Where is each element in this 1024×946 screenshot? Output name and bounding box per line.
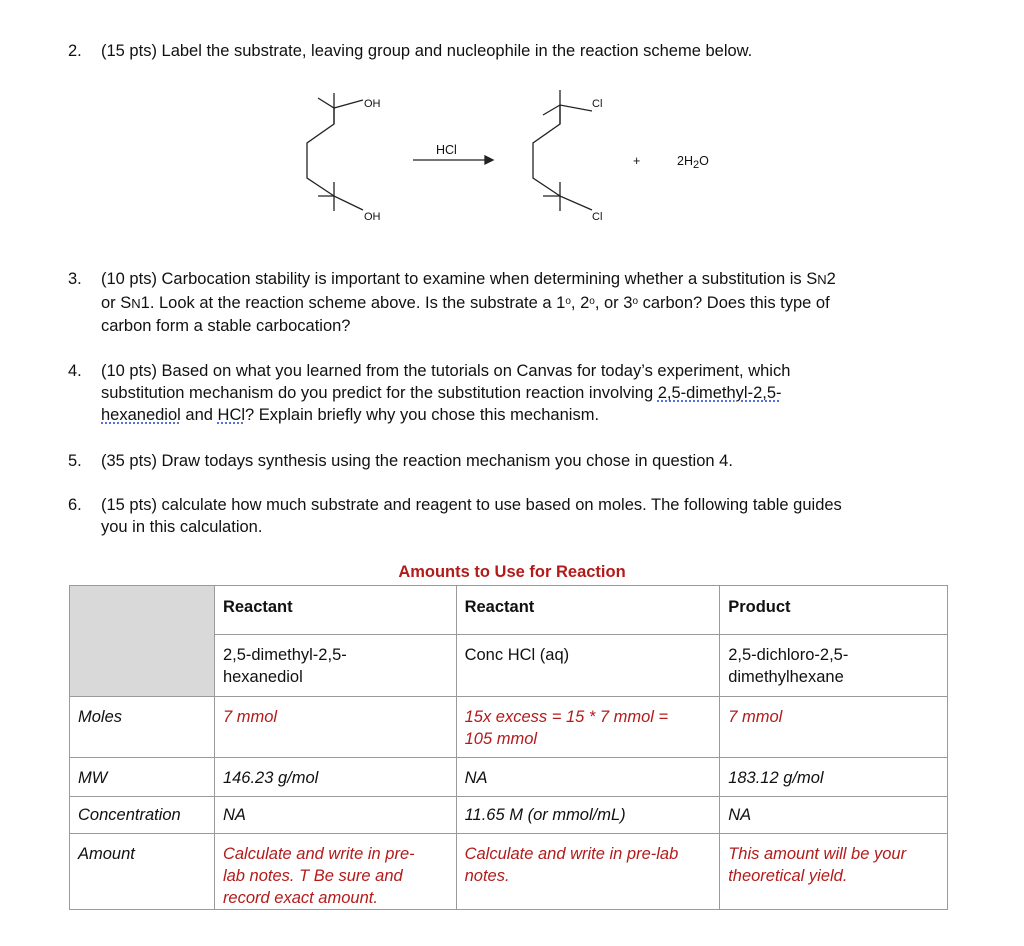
table-cell: Calculate and write in pre-lab notes. [456,834,720,910]
substrate-structure [307,93,363,211]
plus-sign: + [633,154,641,168]
amounts-table [69,585,948,910]
question-text: (35 pts) Draw todays synthesis using the reaction mechanism you chose in question 4. [101,452,733,470]
table-cell: NA [214,797,456,834]
reagent-label: HCl [436,143,457,157]
question-number: 5. [68,452,82,470]
product-structure [533,90,592,211]
table-cell: 11.65 M (or mmol/mL) [456,797,720,834]
table-cell: Calculate and write in pre- lab notes. T Be sure and record exact amount. [214,834,456,910]
table-cell: 146.23 g/mol [214,758,456,797]
question-number: 2. [68,42,82,60]
reaction-arrow [413,156,493,164]
table-header: Reactant [214,586,456,635]
row-label: Concentration [70,797,215,834]
row-label: Amount [70,834,215,910]
question-text: (10 pts) Based on what you learned from the tutorials on Canvas for today’s experiment, which substitution mechanism do you predict for the substitution reaction involving 2,5-dimethyl-2,5- hexanediol and HCl? Explain briefly why you chose this mechanism. [101,362,791,424]
row-label: Moles [70,697,215,758]
chlorine-label-top: Cl [592,98,603,110]
table-cell: 183.12 g/mol [720,758,948,797]
table-header-row [70,586,948,635]
reaction-scheme [0,0,1024,250]
table-cell: 7 mmol [214,697,456,758]
row-label: MW [70,758,215,797]
table-row [70,797,948,834]
question-text: (15 pts) Label the substrate, leaving group and nucleophile in the reaction scheme below. [101,42,753,60]
table-cell: This amount will be your theoretical yield. [720,834,948,910]
table-cell: NA [456,758,720,797]
table-cell: 15x excess = 15 * 7 mmol = 105 mmol [456,697,720,758]
hydroxyl-label-top: OH [364,98,381,110]
compound-name: 2,5-dichloro-2,5- dimethylhexane [720,635,948,697]
question-number: 6. [68,496,82,514]
question-text: (15 pts) calculate how much substrate and reagent to use based on moles. The following table guides you in this calculation. [101,496,842,536]
compound-name: Conc HCl (aq) [456,635,720,697]
question-number: 3. [68,270,82,288]
table-cell: 7 mmol [720,697,948,758]
question-number: 4. [68,362,82,380]
table-row [70,758,948,797]
chlorine-label-bottom: Cl [592,211,603,223]
table-cell: NA [720,797,948,834]
table-header: Reactant [456,586,720,635]
hydroxyl-label-bottom: OH [364,211,381,223]
water-label: $2H_2O$ [677,154,709,171]
table-row [70,834,948,910]
compound-name: 2,5-dimethyl-2,5- hexanediol [214,635,456,697]
question-text: (10 pts) Carbocation stability is important to examine when determining whether a substitution is SN2 or SN1. Look at the reaction scheme above. Is the substrate a 1$^o$, 2$^o$, or 3$^o$ carbon? Does this type of carbon form a stable carbocation? [101,270,836,335]
table-corner-cell [70,586,215,697]
table-row [70,697,948,758]
table-title: Amounts to Use for Reaction [398,563,626,581]
table-header: Product [720,586,948,635]
